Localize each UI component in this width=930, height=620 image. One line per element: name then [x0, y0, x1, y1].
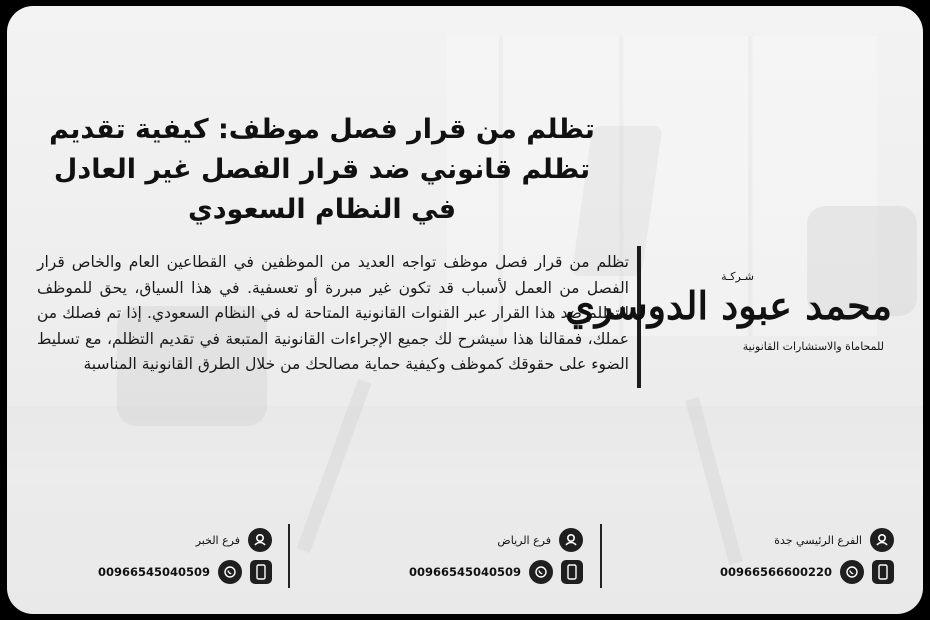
- branch-separator: [288, 524, 290, 588]
- article-title: تظلم من قرار فصل موظف: كيفية تقديم تظلم قانوني ضد قرار الفصل غير العادل في النظام السعودي: [49, 114, 595, 225]
- poster-card: [7, 6, 923, 614]
- branch-phone[interactable]: 00966545040509: [408, 565, 521, 579]
- branch-name: فرع الخبر: [195, 533, 240, 547]
- mobile-icon: [250, 560, 272, 584]
- logo-name: محمد عبود الدوسري: [565, 283, 892, 328]
- logo-prefix: شـركـة: [721, 270, 754, 283]
- branch-riyadh: [383, 524, 583, 588]
- whatsapp-icon: [218, 560, 242, 584]
- whatsapp-icon: [840, 560, 864, 584]
- article-intro: تظلم من قرار فصل موظف تواجه العديد من الموظفين في القطاعين العام والخاص قرار الفصل من العمل لأسباب قد تكون غير مبررة أو تعسفية. في هذا السياق، يحق للموظف التظلم ضد هذا القرار عبر القنوات القانونية المتاحة له في النظام السعودي. إذا تم فصلك من عملك، فمقالنا هذا سيشرح لك جميع الإجراءات القانونية المتبعة في تقديم التظلم، مع تسليط الضوء على حقوقك كموظف وكيفية حماية مصالحك من خلال الطرق القانونية المناسبة: [37, 253, 629, 373]
- branch-khobar: [72, 524, 272, 588]
- branch-phone[interactable]: 00966566600220: [719, 565, 832, 579]
- location-icon: [870, 528, 894, 552]
- branch-separator: [600, 524, 602, 588]
- company-logo: [565, 268, 892, 362]
- branch-jeddah: [694, 524, 894, 588]
- branch-phone[interactable]: 00966545040509: [97, 565, 210, 579]
- location-icon: [248, 528, 272, 552]
- location-icon: [559, 528, 583, 552]
- branch-name: فرع الرياض: [497, 533, 551, 547]
- mobile-icon: [561, 560, 583, 584]
- whatsapp-icon: [529, 560, 553, 584]
- logo-subtitle: للمحاماة والاستشارات القانونية: [742, 340, 884, 353]
- branch-name: الفرع الرئيسي جدة: [774, 533, 862, 547]
- mobile-icon: [872, 560, 894, 584]
